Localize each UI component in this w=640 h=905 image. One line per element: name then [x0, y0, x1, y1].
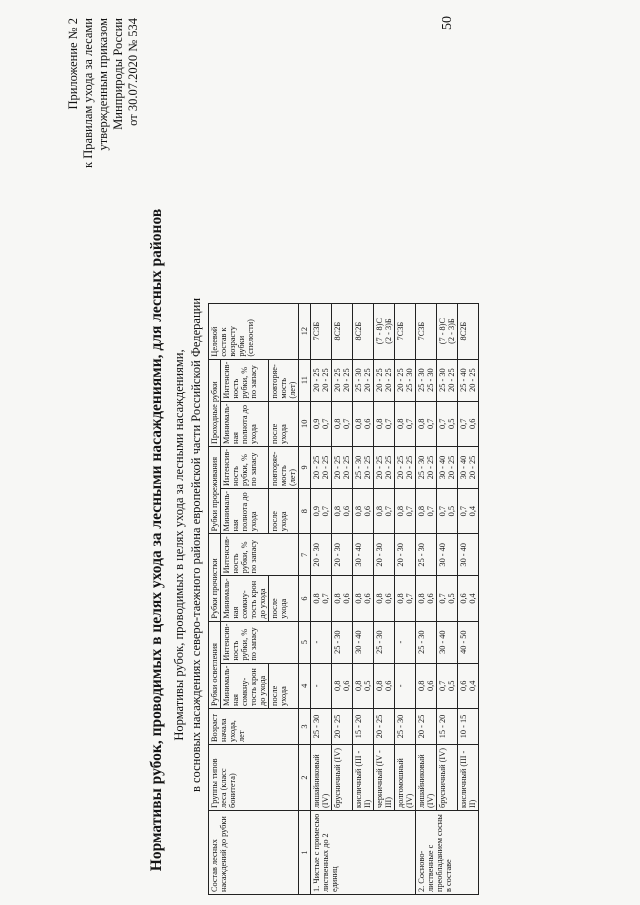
value-cell: 20 - 25 20 - 25	[311, 359, 332, 401]
column-number: 7	[299, 534, 311, 576]
value-cell: 20 - 25 20 - 25	[374, 446, 395, 488]
value-cell: 20 - 25 20 - 25	[395, 446, 416, 488]
column-number: 11	[299, 359, 311, 401]
header-sub: после ухода	[269, 401, 299, 446]
value-cell: 7С3Б	[416, 303, 437, 359]
column-number: 2	[299, 745, 311, 811]
value-cell: 0,7 0,5	[437, 401, 458, 446]
document-subtitle-region: в сосновых насаждениях северо-таежного района европейской части Российской Федерации	[189, 297, 203, 793]
value-cell: (7 - 8)С (2 - 3)Б	[374, 303, 395, 359]
value-cell: 8С2Б	[458, 303, 479, 359]
value-cell: 0,8 0,6	[416, 576, 437, 621]
value-cell: 0,8 0,6	[353, 401, 374, 446]
appendix-line: Приложение № 2	[66, 18, 80, 110]
value-cell: -	[311, 621, 332, 663]
forest-type-cell: брусничный (IV)	[437, 745, 458, 811]
document-title: Нормативы рубок, проводимых в целях ухода за лесными насаждениями, для лесных районов	[148, 208, 165, 872]
value-cell: -	[311, 663, 332, 708]
value-cell: 40 - 50	[458, 621, 479, 663]
header-sub: Интенсив-ность рубки, % по запасу	[221, 446, 269, 488]
value-cell: 0,8 0,7	[395, 401, 416, 446]
header-cell: Возраст начала ухода, лет	[209, 709, 299, 745]
value-cell: 8С2Б	[353, 303, 374, 359]
header-group: Рубки прочистки	[209, 534, 221, 621]
value-cell: 0,8 0,7	[374, 401, 395, 446]
forest-type-cell: лишайниковый (IV)	[311, 745, 332, 811]
composition-cell: 2. Сосново-лиственные с преобладанием сосны в составе	[416, 811, 479, 895]
column-number: 6	[299, 576, 311, 621]
value-cell: 25 - 30	[374, 621, 395, 663]
norms-table	[208, 303, 479, 895]
document-subtitle: Нормативы рубок, проводимых в целях ухода за лесными насаждениями,	[172, 349, 186, 741]
table-row	[332, 303, 353, 894]
value-cell: 0,6 0,4	[458, 663, 479, 708]
column-number: 9	[299, 446, 311, 488]
header-sub: Минималь-ная полнота до ухода	[221, 488, 269, 533]
value-cell: 0,8 0,6	[332, 488, 353, 533]
value-cell: 25 - 30	[416, 621, 437, 663]
value-cell: 25 - 30	[395, 709, 416, 745]
column-number: 5	[299, 621, 311, 663]
value-cell: 0,8 0,7	[416, 401, 437, 446]
forest-type-cell: брусничный (IV)	[332, 745, 353, 811]
value-cell: 20 - 25	[332, 709, 353, 745]
value-cell: 20 - 25	[416, 709, 437, 745]
value-cell: 20 - 30	[311, 534, 332, 576]
value-cell: 20 - 25 20 - 25	[374, 359, 395, 401]
value-cell: 0,7 0,6	[458, 401, 479, 446]
value-cell: 25 - 30	[332, 621, 353, 663]
column-number: 4	[299, 663, 311, 708]
value-cell: 15 - 20	[437, 709, 458, 745]
value-cell: 0,8 0,7	[395, 488, 416, 533]
value-cell: 0,8 0,6	[332, 576, 353, 621]
header-sub: Минималь-ная сомкну-тость крон до ухода	[221, 576, 269, 621]
header-group: Рубки прореживания	[209, 446, 221, 533]
value-cell: 0,8 0,6	[353, 488, 374, 533]
value-cell: 0,8 0,5	[353, 663, 374, 708]
header-sub: Минималь-ная сомкну-тость крон до ухода	[221, 663, 269, 708]
value-cell: 0,6 0,4	[458, 576, 479, 621]
value-cell: 0,8 0,6	[374, 576, 395, 621]
appendix-line: к Правилам ухода за лесами	[81, 18, 95, 168]
table-row	[437, 303, 458, 894]
appendix-line: от 30.07.2020 № 534	[126, 18, 140, 126]
header-sub: Интенсив-ность рубки, % по запасу	[221, 359, 269, 401]
forest-type-cell: кисличный (III - II)	[353, 745, 374, 811]
header-group: Проходные рубки	[209, 359, 221, 446]
table-body	[311, 303, 479, 894]
value-cell: 10 - 15	[458, 709, 479, 745]
value-cell: 0,8 0,7	[395, 576, 416, 621]
header-sub: повторяе-мость (лет)	[269, 359, 299, 401]
value-cell: 15 - 20	[353, 709, 374, 745]
forest-type-cell: долгомошный (IV)	[395, 745, 416, 811]
header-sub: Интенсив-ность рубки, % по запасу	[221, 621, 299, 663]
forest-type-cell: лишайниковый (IV)	[416, 745, 437, 811]
appendix-heading	[66, 18, 141, 168]
value-cell: 0,7 0,5	[437, 663, 458, 708]
value-cell: 0,8 0,7	[374, 488, 395, 533]
value-cell: 0,8 0,6	[332, 663, 353, 708]
value-cell: 30 - 40	[353, 621, 374, 663]
value-cell: 25 - 30 25 - 30	[416, 359, 437, 401]
value-cell: 7С3Б	[395, 303, 416, 359]
appendix-line: утвержденным приказом	[96, 18, 110, 151]
value-cell: 0,8 0,6	[416, 663, 437, 708]
header-sub: Интенсив-ность рубки, % по запасу	[221, 534, 299, 576]
value-cell: 25 - 40 20 - 25	[458, 359, 479, 401]
value-cell: 0,7 0,5	[437, 576, 458, 621]
value-cell: 25 - 30 20 - 25	[416, 446, 437, 488]
table-row	[458, 303, 479, 894]
forest-type-cell: черничный (IV - III)	[374, 745, 395, 811]
value-cell: 20 - 30	[332, 534, 353, 576]
table-row	[353, 303, 374, 894]
value-cell: 20 - 25 20 - 25	[311, 446, 332, 488]
forest-type-cell: кисличный (III - II)	[458, 745, 479, 811]
value-cell: 0,8 0,7	[416, 488, 437, 533]
table-row	[374, 303, 395, 894]
value-cell: 30 - 40	[353, 534, 374, 576]
table-row	[395, 303, 416, 894]
value-cell: 25 - 30 20 - 25	[437, 359, 458, 401]
header-group: Рубки осветления	[209, 621, 221, 708]
value-cell: 20 - 30	[374, 534, 395, 576]
value-cell: 7С3Б	[311, 303, 332, 359]
value-cell: 25 - 30	[311, 709, 332, 745]
value-cell: 0,8 0,6	[374, 663, 395, 708]
column-number: 12	[299, 303, 311, 359]
value-cell: 30 - 40	[458, 534, 479, 576]
value-cell: 0,8 0,6	[353, 576, 374, 621]
value-cell: 20 - 25 25 - 30	[395, 359, 416, 401]
value-cell: 8С2Б	[332, 303, 353, 359]
composition-cell: 1. Чистые с примесью лиственных до 2 единиц	[311, 811, 416, 895]
value-cell: 20 - 30	[395, 534, 416, 576]
value-cell: 0,8 0,7	[311, 576, 332, 621]
value-cell: 25 - 30 20 - 25	[353, 446, 374, 488]
value-cell: 0,7 0,5	[437, 488, 458, 533]
value-cell: 25 - 30 20 - 25	[353, 359, 374, 401]
value-cell: 25 - 30	[416, 534, 437, 576]
header-sub: после ухода	[269, 576, 299, 621]
value-cell: 0,8 0,7	[332, 401, 353, 446]
page-number: 50	[440, 16, 455, 30]
header-cell: Группы типов леса (класс бонитета)	[209, 745, 299, 811]
header-sub: повторяе-мость (лет)	[269, 446, 299, 488]
table-row	[416, 303, 437, 894]
value-cell: 0,9 0,7	[311, 401, 332, 446]
value-cell: 30 - 40	[437, 534, 458, 576]
appendix-line: Минприроды России	[111, 18, 125, 130]
column-number: 10	[299, 401, 311, 446]
table-row	[311, 303, 332, 894]
column-number: 1	[299, 811, 311, 895]
header-sub: после ухода	[269, 488, 299, 533]
header-cell: Целевой состав к возрасту рубки (спелости)	[209, 303, 299, 359]
value-cell: 30 - 40 20 - 25	[458, 446, 479, 488]
value-cell: -	[395, 621, 416, 663]
value-cell: 20 - 25 20 - 25	[332, 446, 353, 488]
value-cell: (7 - 8)С (2 - 3)Б	[437, 303, 458, 359]
column-number: 8	[299, 488, 311, 533]
value-cell: 20 - 25 20 - 25	[332, 359, 353, 401]
value-cell: 20 - 25	[374, 709, 395, 745]
value-cell: 0,9 0,7	[311, 488, 332, 533]
value-cell: 30 - 40	[437, 621, 458, 663]
header-sub: после ухода	[269, 663, 299, 708]
value-cell: 0,7 0,4	[458, 488, 479, 533]
header-cell: Состав лесных насаждений до рубки	[209, 811, 299, 895]
value-cell: 30 - 40 20 - 25	[437, 446, 458, 488]
header-sub: Минималь-ная полнота до ухода	[221, 401, 269, 446]
column-number: 3	[299, 709, 311, 745]
value-cell: -	[395, 663, 416, 708]
